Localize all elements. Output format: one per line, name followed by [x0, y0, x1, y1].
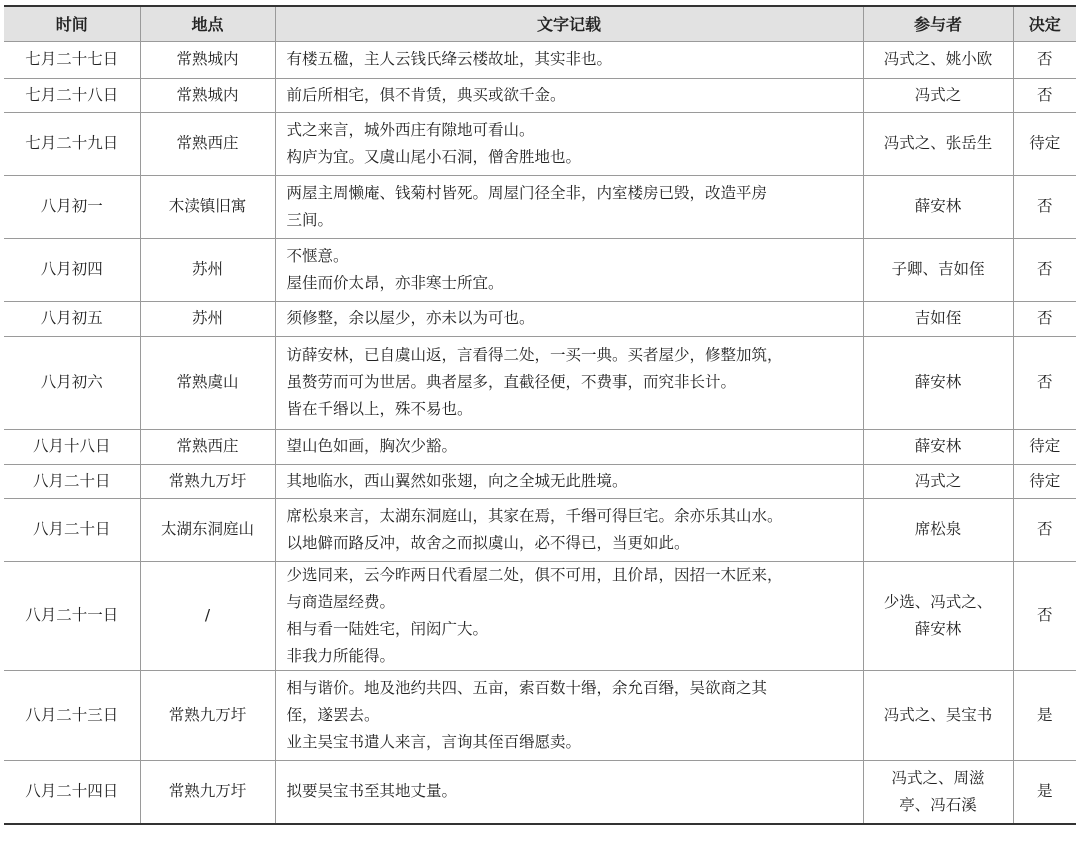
participants-line: 冯式之、周滋 [891, 768, 985, 787]
table-row [4, 112, 1076, 175]
record-line: 两屋主周懒庵、钱菊村皆死。周屋门径全非，内室楼房已毁，改造平房 [286, 183, 768, 202]
table-row [4, 561, 1076, 670]
cell-place: 常熟虞山 [140, 336, 275, 429]
participants-line: 子卿、吉如侄 [891, 260, 985, 278]
participants-line: 薛安林 [914, 437, 962, 455]
cell-decision: 是 [1013, 760, 1076, 824]
participants-line: 冯式之、姚小欧 [883, 50, 993, 68]
cell-record [275, 336, 863, 429]
table-row [4, 301, 1076, 336]
record-line: 相与谐价。地及池约共四、五亩，索百数十缗，余允百缗，吴欲商之其 [286, 678, 768, 697]
cell-participants [863, 238, 1013, 301]
cell-decision: 否 [1013, 498, 1076, 561]
record-line: 业主吴宝书遣人来言，言询其侄百缗愿卖。 [286, 732, 582, 751]
record-line: 以地僻而路反冲，故舍之而拟虞山，必不得已，当更如此。 [286, 533, 690, 552]
cell-place: 常熟九万圩 [140, 464, 275, 498]
record-line: 构庐为宜。又虞山尾小石洞，僧舍胜地也。 [286, 147, 582, 166]
cell-decision: 否 [1013, 41, 1076, 78]
header-decision: 决定 [1013, 6, 1076, 41]
record-line: 屋佳而价太昂，亦非寒士所宜。 [286, 273, 504, 292]
cell-place: 苏州 [140, 238, 275, 301]
participants-line: 席松泉 [914, 520, 962, 538]
participants-line: 薛安林 [914, 619, 962, 638]
cell-time: 八月二十日 [4, 498, 140, 561]
cell-place: 木渎镇旧寓 [140, 175, 275, 238]
table-row [4, 429, 1076, 464]
cell-time: 八月初六 [4, 336, 140, 429]
table-row [4, 41, 1076, 78]
table-row [4, 336, 1076, 429]
participants-line: 少选、冯式之、 [883, 592, 993, 611]
cell-record [275, 175, 863, 238]
cell-time: 八月初四 [4, 238, 140, 301]
record-line: 须修整，余以屋少，亦未以为可也。 [286, 309, 535, 327]
cell-decision: 待定 [1013, 429, 1076, 464]
cell-decision: 是 [1013, 670, 1076, 760]
record-line: 望山色如画，胸次少豁。 [286, 437, 458, 455]
record-line: 非我力所能得。 [286, 646, 396, 665]
table-row [4, 464, 1076, 498]
cell-place: / [140, 561, 275, 670]
cell-time: 八月二十日 [4, 464, 140, 498]
cell-decision: 否 [1013, 301, 1076, 336]
header-time: 时间 [4, 6, 140, 41]
table-row [4, 238, 1076, 301]
cell-decision: 否 [1013, 238, 1076, 301]
record-line: 少选同来，云今昨两日代看屋二处，俱不可用，且价昂，因招一木匠来， [286, 565, 783, 584]
cell-place: 苏州 [140, 301, 275, 336]
record-line: 有楼五楹，主人云钱氏绛云楼故址，其实非也。 [286, 50, 613, 68]
record-line: 相与看一陆姓宅，闬闳广大。 [286, 619, 489, 638]
cell-participants [863, 112, 1013, 175]
cell-place: 太湖东洞庭山 [140, 498, 275, 561]
table-header-row [4, 6, 1076, 41]
table-row [4, 498, 1076, 561]
cell-participants [863, 429, 1013, 464]
participants-line: 冯式之 [914, 85, 962, 104]
house-search-record-table [4, 5, 1076, 825]
cell-participants [863, 175, 1013, 238]
cell-participants [863, 41, 1013, 78]
table-row [4, 670, 1076, 760]
cell-participants [863, 561, 1013, 670]
cell-participants [863, 464, 1013, 498]
participants-line: 冯式之、吴宝书 [883, 705, 993, 724]
record-line: 不惬意。 [286, 246, 349, 265]
cell-time: 八月十八日 [4, 429, 140, 464]
cell-decision: 否 [1013, 336, 1076, 429]
record-line: 其地临水，西山翼然如张翅，向之全城无此胜境。 [286, 471, 628, 490]
cell-time: 八月初五 [4, 301, 140, 336]
cell-place: 常熟西庄 [140, 429, 275, 464]
cell-place: 常熟城内 [140, 78, 275, 112]
record-line: 皆在千缗以上，殊不易也。 [286, 400, 473, 418]
record-line: 式之来言，城外西庄有隙地可看山。 [286, 120, 535, 139]
cell-participants [863, 78, 1013, 112]
cell-decision: 否 [1013, 561, 1076, 670]
header-participants: 参与者 [863, 6, 1013, 41]
cell-place: 常熟九万圩 [140, 760, 275, 824]
cell-participants [863, 670, 1013, 760]
cell-record [275, 238, 863, 301]
cell-record [275, 561, 863, 670]
cell-record [275, 78, 863, 112]
cell-record [275, 464, 863, 498]
cell-participants [863, 301, 1013, 336]
record-line: 前后所相宅，俱不肯赁，典买或欲千金。 [286, 85, 566, 104]
record-line: 三间。 [286, 210, 334, 229]
record-line: 访薛安林，已自虞山返，言看得二处，一买一典。买者屋少，修整加筑， [286, 346, 783, 364]
cell-place: 常熟九万圩 [140, 670, 275, 760]
participants-line: 冯式之、张岳生 [883, 134, 993, 152]
cell-record [275, 429, 863, 464]
table-row [4, 760, 1076, 824]
table-body [4, 41, 1076, 824]
cell-time: 七月二十八日 [4, 78, 140, 112]
record-line: 侄，遂罢去。 [286, 705, 380, 724]
cell-place: 常熟城内 [140, 41, 275, 78]
header-record: 文字记载 [275, 6, 863, 41]
cell-decision: 否 [1013, 175, 1076, 238]
cell-record [275, 760, 863, 824]
table-row [4, 78, 1076, 112]
cell-participants [863, 336, 1013, 429]
cell-record [275, 112, 863, 175]
cell-time: 七月二十七日 [4, 41, 140, 78]
participants-line: 薛安林 [914, 197, 962, 215]
cell-participants [863, 498, 1013, 561]
participants-line: 吉如侄 [914, 309, 962, 327]
cell-record [275, 670, 863, 760]
record-line: 席松泉来言，太湖东洞庭山，其家在焉，千缗可得巨宅。余亦乐其山水。 [286, 506, 783, 525]
participants-line: 冯式之 [914, 471, 962, 490]
record-line: 虽赘劳而可为世居。典者屋多，直截径便，不费事，而究非长计。 [286, 373, 737, 391]
cell-record [275, 41, 863, 78]
cell-decision: 待定 [1013, 112, 1076, 175]
header-place: 地点 [140, 6, 275, 41]
participants-line: 亭、冯石溪 [899, 795, 977, 814]
cell-record [275, 301, 863, 336]
cell-participants [863, 760, 1013, 824]
cell-place: 常熟西庄 [140, 112, 275, 175]
cell-decision: 待定 [1013, 464, 1076, 498]
table-row [4, 175, 1076, 238]
cell-decision: 否 [1013, 78, 1076, 112]
cell-time: 七月二十九日 [4, 112, 140, 175]
participants-line: 薛安林 [914, 373, 962, 391]
cell-time: 八月二十一日 [4, 561, 140, 670]
cell-time: 八月二十三日 [4, 670, 140, 760]
cell-time: 八月初一 [4, 175, 140, 238]
cell-time: 八月二十四日 [4, 760, 140, 824]
record-line: 与商造屋经费。 [286, 592, 396, 611]
record-line: 拟要吴宝书至其地丈量。 [286, 782, 458, 801]
cell-record [275, 498, 863, 561]
